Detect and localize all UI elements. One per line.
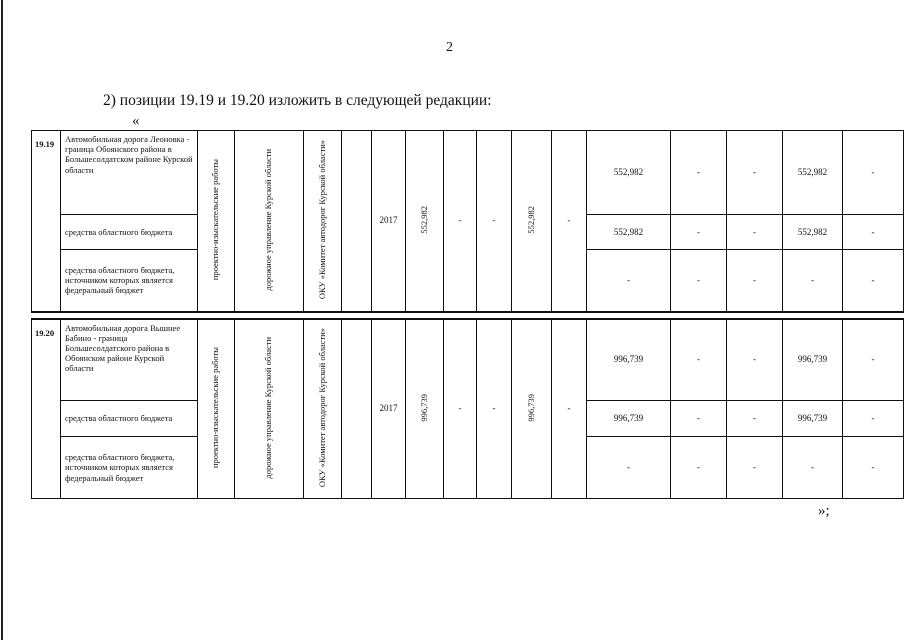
executor-cell xyxy=(304,319,342,499)
total-value: 996,739 xyxy=(418,393,429,422)
amount-cell xyxy=(512,131,552,312)
row-separator xyxy=(32,312,904,319)
executor: ОКУ «Комитет автодорог Курской области» xyxy=(316,139,327,299)
amount-value: 552,982 xyxy=(525,205,536,234)
position-number: 19.19 xyxy=(32,131,61,312)
regional-value: 552,982 xyxy=(783,215,843,250)
financing-value: 552,982 xyxy=(783,131,843,215)
financing-value: - xyxy=(671,319,727,401)
dash-value: - xyxy=(552,319,587,499)
dash-value: - xyxy=(552,131,587,312)
amendment-heading: 2) позиции 19.19 и 19.20 изложить в следующей редакции: xyxy=(103,92,492,109)
federal-value: - xyxy=(671,250,727,312)
total-cell xyxy=(406,319,444,499)
dash-value: - xyxy=(444,131,477,312)
work-type-cell xyxy=(198,319,235,499)
closing-quote: »; xyxy=(818,503,830,519)
federal-value: - xyxy=(671,437,727,499)
regional-value: 552,982 xyxy=(587,215,671,250)
financing-value: - xyxy=(843,319,904,401)
executor-cell xyxy=(304,131,342,312)
regional-value: - xyxy=(727,401,783,437)
regional-value: 996,739 xyxy=(587,401,671,437)
federal-value: - xyxy=(587,250,671,312)
regional-budget-label: средства областного бюджета xyxy=(61,401,198,437)
regional-value: - xyxy=(727,215,783,250)
amount-cell xyxy=(512,319,552,499)
dash-value: - xyxy=(477,319,512,499)
work-type: проектно-изыскательские работы xyxy=(210,346,221,468)
federal-value: - xyxy=(587,437,671,499)
federal-value: - xyxy=(783,250,843,312)
customer-cell xyxy=(235,131,304,312)
empty-cell xyxy=(342,131,372,312)
regional-budget-label: средства областного бюджета xyxy=(61,215,198,250)
table-row xyxy=(32,319,904,401)
federal-value: - xyxy=(843,437,904,499)
customer: дорожное управление Курской области xyxy=(263,148,274,291)
financing-value: 552,982 xyxy=(587,131,671,215)
financing-value: - xyxy=(671,131,727,215)
year: 2017 xyxy=(372,131,406,312)
federal-value: - xyxy=(727,437,783,499)
positions-table xyxy=(31,130,904,499)
regional-value: - xyxy=(671,401,727,437)
dash-value: - xyxy=(477,131,512,312)
financing-value: - xyxy=(727,131,783,215)
amount-value: 996,739 xyxy=(525,393,536,422)
empty-cell xyxy=(342,319,372,499)
year: 2017 xyxy=(372,319,406,499)
federal-value: - xyxy=(727,250,783,312)
federal-value: - xyxy=(783,437,843,499)
financing-value: 996,739 xyxy=(587,319,671,401)
road-name: Автомобильная дорога Вышнее Бабино - граница Большесолдатского района в Обоянском районе Курской области xyxy=(61,319,198,401)
customer-cell xyxy=(235,319,304,499)
financing-value: 996,739 xyxy=(783,319,843,401)
work-type-cell xyxy=(198,131,235,312)
regional-value: - xyxy=(671,215,727,250)
financing-value: - xyxy=(843,131,904,215)
federal-budget-label: средства областного бюджета, источником которых является федеральный бюджет xyxy=(61,437,198,499)
total-value: 552,982 xyxy=(418,205,429,234)
dash-value: - xyxy=(444,319,477,499)
road-name: Автомобильная дорога Леоновка - граница Обоянского района в Большесолдатском районе Курской области xyxy=(61,131,198,215)
scan-edge-line xyxy=(1,0,3,640)
federal-value: - xyxy=(843,250,904,312)
regional-value: - xyxy=(843,215,904,250)
regional-value: - xyxy=(843,401,904,437)
table-row xyxy=(32,131,904,215)
total-cell xyxy=(406,131,444,312)
executor: ОКУ «Комитет автодорог Курской области» xyxy=(316,327,327,487)
regional-value: 996,739 xyxy=(783,401,843,437)
position-number: 19.20 xyxy=(32,319,61,499)
page-number: 2 xyxy=(446,40,453,55)
work-type: проектно-изыскательские работы xyxy=(210,158,221,280)
customer: дорожное управление Курской области xyxy=(263,336,274,479)
opening-quote: « xyxy=(132,113,140,129)
financing-value: - xyxy=(727,319,783,401)
federal-budget-label: средства областного бюджета, источником которых является федеральный бюджет xyxy=(61,250,198,312)
